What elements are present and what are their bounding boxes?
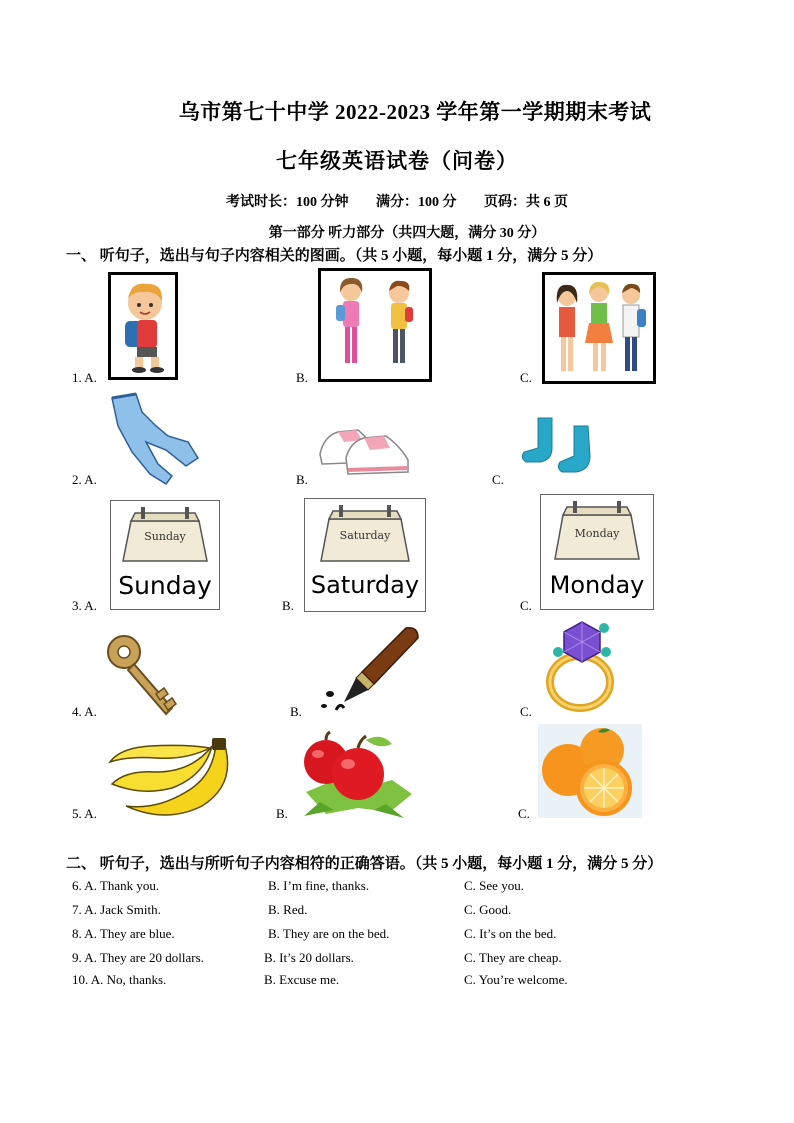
exam-duration: 考试时长：100 分钟 — [226, 195, 349, 210]
row5-label-c: C. — [518, 806, 530, 821]
section2-title: 二、 听句子，选出与所听句子内容相符的正确答语。（共 5 小题，每小题 1 分，满分 5 分） — [66, 856, 663, 872]
jeans-image — [106, 392, 202, 486]
apples-image — [300, 730, 416, 820]
row2-label-b: B. — [296, 472, 308, 487]
q8-option-a: 8. A. They are blue. — [72, 926, 175, 941]
row3-label-a: 3. A. — [72, 598, 97, 613]
svg-text:Saturday: Saturday — [339, 529, 391, 542]
exam-title: 乌市第七十中学 2022-2023 学年第一学期期末考试 — [178, 100, 652, 124]
ring-image — [542, 618, 626, 714]
q10-option-b: B. Excuse me. — [264, 972, 340, 987]
calendar-saturday-image — [304, 498, 426, 612]
svg-text:Sunday: Sunday — [144, 530, 186, 543]
row2-label-a: 2. A. — [72, 472, 97, 487]
section1-title: 一、 听句子，选出与句子内容相关的图画。（共 5 小题，每小题 1 分，满分 5 分） — [66, 248, 603, 264]
q6-option-c: C. See you. — [464, 878, 524, 893]
row5-label-b: B. — [276, 806, 288, 821]
q9-option-a: 9. A. They are 20 dollars. — [72, 950, 204, 965]
q9-option-b: B. It’s 20 dollars. — [264, 950, 354, 965]
q7-option-c: C. Good. — [464, 902, 512, 917]
row1-label-c: C. — [520, 370, 532, 385]
calendar-monday-image — [540, 494, 654, 610]
row1-label-b: B. — [296, 370, 308, 385]
exam-info — [0, 191, 794, 211]
q6-option-b: B. I’m fine, thanks. — [268, 878, 370, 893]
calendar-sunday-word: Sunday — [118, 571, 212, 600]
exam-pages: 页码：共 6 页 — [484, 195, 568, 210]
row3-label-c: C. — [520, 598, 532, 613]
girl-and-boy-image — [318, 268, 432, 382]
socks-image — [520, 414, 602, 480]
q8-option-b: B. They are on the bed. — [268, 926, 390, 941]
q9-option-c: C. They are cheap. — [464, 950, 562, 965]
fountain-pen-image — [314, 622, 424, 718]
q10-option-a: 10. A. No, thanks. — [72, 972, 167, 987]
q10-option-c: C. You’re welcome. — [464, 972, 568, 987]
row4-label-a: 4. A. — [72, 704, 97, 719]
q8-option-c: C. It’s on the bed. — [464, 926, 557, 941]
q7-option-b: B. Red. — [268, 902, 308, 917]
row1-label-a: 1. A. — [72, 370, 97, 385]
row5-label-a: 5. A. — [72, 806, 97, 821]
group-of-students-image — [542, 272, 656, 384]
part1-title: 第一部分 听力部分（共四大题，满分 30 分） — [268, 226, 546, 241]
bananas-image — [106, 736, 238, 816]
row4-label-b: B. — [290, 704, 302, 719]
sneakers-image — [316, 410, 412, 482]
boy-with-backpack-image — [108, 272, 178, 380]
row2-label-c: C. — [492, 472, 504, 487]
svg-text:Monday: Monday — [574, 527, 620, 540]
row4-label-c: C. — [520, 704, 532, 719]
key-image — [106, 632, 182, 718]
oranges-image — [538, 724, 642, 818]
q6-option-a: 6. A. Thank you. — [72, 878, 160, 893]
calendar-saturday-word: Saturday — [310, 571, 420, 599]
calendar-sunday-image — [110, 500, 220, 610]
exam-full-score: 满分：100 分 — [376, 195, 457, 210]
calendar-monday-word: Monday — [549, 571, 645, 599]
row3-label-b: B. — [282, 598, 294, 613]
exam-subtitle: 七年级英语试卷（问卷） — [276, 149, 518, 173]
q7-option-a: 7. A. Jack Smith. — [72, 902, 161, 917]
